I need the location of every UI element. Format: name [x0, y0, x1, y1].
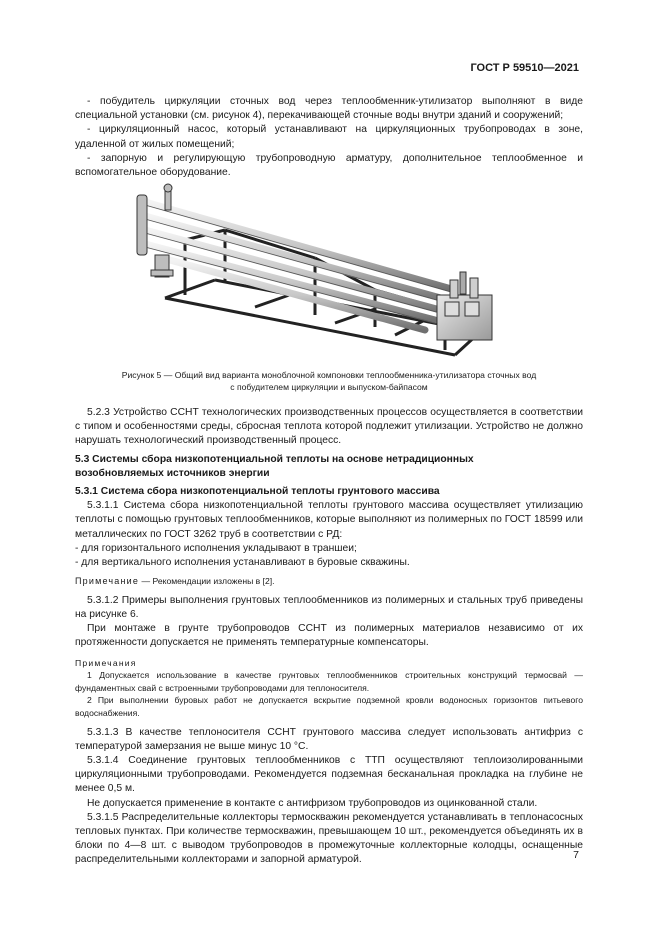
intro-item: - циркуляционный насос, который устанавливают на циркуляционных трубопроводах в зоне, удаленной от жилых помещений; — [75, 124, 583, 150]
intro-block — [75, 95, 583, 180]
section-5-3-1 — [75, 485, 583, 868]
section-title-line: 5.3 Системы сбора низкопотенциальной теплоты на основе нетрадиционных — [75, 454, 474, 465]
paragraph: 5.3.1.4 Соединение грунтовых теплообменников с ТТП осуществляют теплоизолированными циркуляционными трубопроводами. Рекомендуется подземная бесканальная прокладка на глубине не менее 0,5 м. — [75, 755, 583, 795]
heat-exchanger-figure — [125, 180, 505, 365]
subsection-title: 5.3.1 Система сбора низкопотенциальной теплоты грунтового массива — [75, 486, 440, 497]
paragraph: 5.3.1.2 Примеры выполнения грунтовых теплообменников из полимерных и стальных труб приведены на рисунке 6. — [75, 594, 583, 621]
note-item: 2 При выполнении буровых работ не допускается вскрытие подземной кровли водоносных горизонтов питьевого водоснабжения. — [75, 695, 583, 718]
caption-line: с побудителем циркуляции и выпуском-байпасом — [230, 382, 428, 393]
note-label: Примечание — [75, 576, 140, 587]
list-item: - для горизонтального исполнения укладывают в траншеи; — [75, 542, 357, 554]
notes-label: Примечания — [75, 657, 137, 668]
intro-item: - запорную и регулирующую трубопроводную арматуру, дополнительное теплообменное и вспомогательное оборудование. — [75, 152, 583, 179]
para-5-2-3 — [75, 406, 583, 449]
section-title-line: возобновляемых источников энергии — [75, 468, 270, 480]
paragraph: 5.3.1.3 В качестве теплоносителя ССНТ грунтового массива следует использовать антифриз с температурой замерзания не выше минус 10 °С. — [75, 726, 583, 752]
paragraph: 5.3.1.5 Распределительные коллекторы термоскважин рекомендуется устанавливать в теплонасосных тепловых пунктах. При количестве термоскважин, превышающем 10 шт., рекомендуется объединять их в блоки по 4—8 шт. с выводом трубопроводов в промежуточные коллекторные колодцы, оснащенные распределительными коллекторами и запорной арматурой. — [75, 811, 583, 866]
note-text: — Рекомендации изложены в [2]. — [139, 576, 275, 587]
note — [75, 575, 583, 588]
heat-exchanger-pipes — [145, 202, 455, 330]
note-item: 1 Допускается использование в качестве грунтовых теплообменников строительных конструкций термосвай — фундаментных свай с встроенными трубопроводами для теплоносителя. — [75, 670, 583, 693]
paragraph: При монтаже в грунте трубопроводов ССНТ из полимерных материалов независимо от их протяженности допускается не применять температурные компенсаторы. — [75, 623, 583, 649]
page-number: 7 — [573, 849, 579, 861]
caption-line: Рисунок 5 — Общий вид варианта моноблочной компоновки теплообменника-утилизатора сточных вод — [121, 370, 537, 380]
paragraph: 5.2.3 Устройство ССНТ технологических производственных процессов осуществляется в соответствии с типом и особенностями среды, сбросная теплота которой подлежит утилизации. Устройство не должно нарушать технологический производственный процесс. — [75, 407, 583, 447]
figure-caption — [75, 369, 583, 394]
list-item: - для вертикального исполнения устанавливают в буровые скважины. — [75, 557, 410, 569]
paragraph: 5.3.1.1 Система сбора низкопотенциальной теплоты грунтового массива осуществляет утилизацию теплоты с помощью грунтовых теплообменников, которые выполняют из полимерных по ГОСТ 18599 или металлических по ГОСТ 3262 труб в соответствии с РД: — [75, 500, 583, 540]
intro-item: - побудитель циркуляции сточных вод через теплообменник-утилизатор выполняют в виде специальной установки (см. рисунок 4), перекачивающей сточные воды внутри зданий и сооружений; — [75, 96, 583, 122]
doc-header: ГОСТ Р 59510—2021 — [470, 62, 579, 74]
pump-unit — [437, 272, 492, 340]
paragraph: Не допускается применение в контакте с антифризом трубопроводов из оцинкованной стали. — [87, 797, 538, 809]
section-5-3-title — [75, 453, 583, 481]
